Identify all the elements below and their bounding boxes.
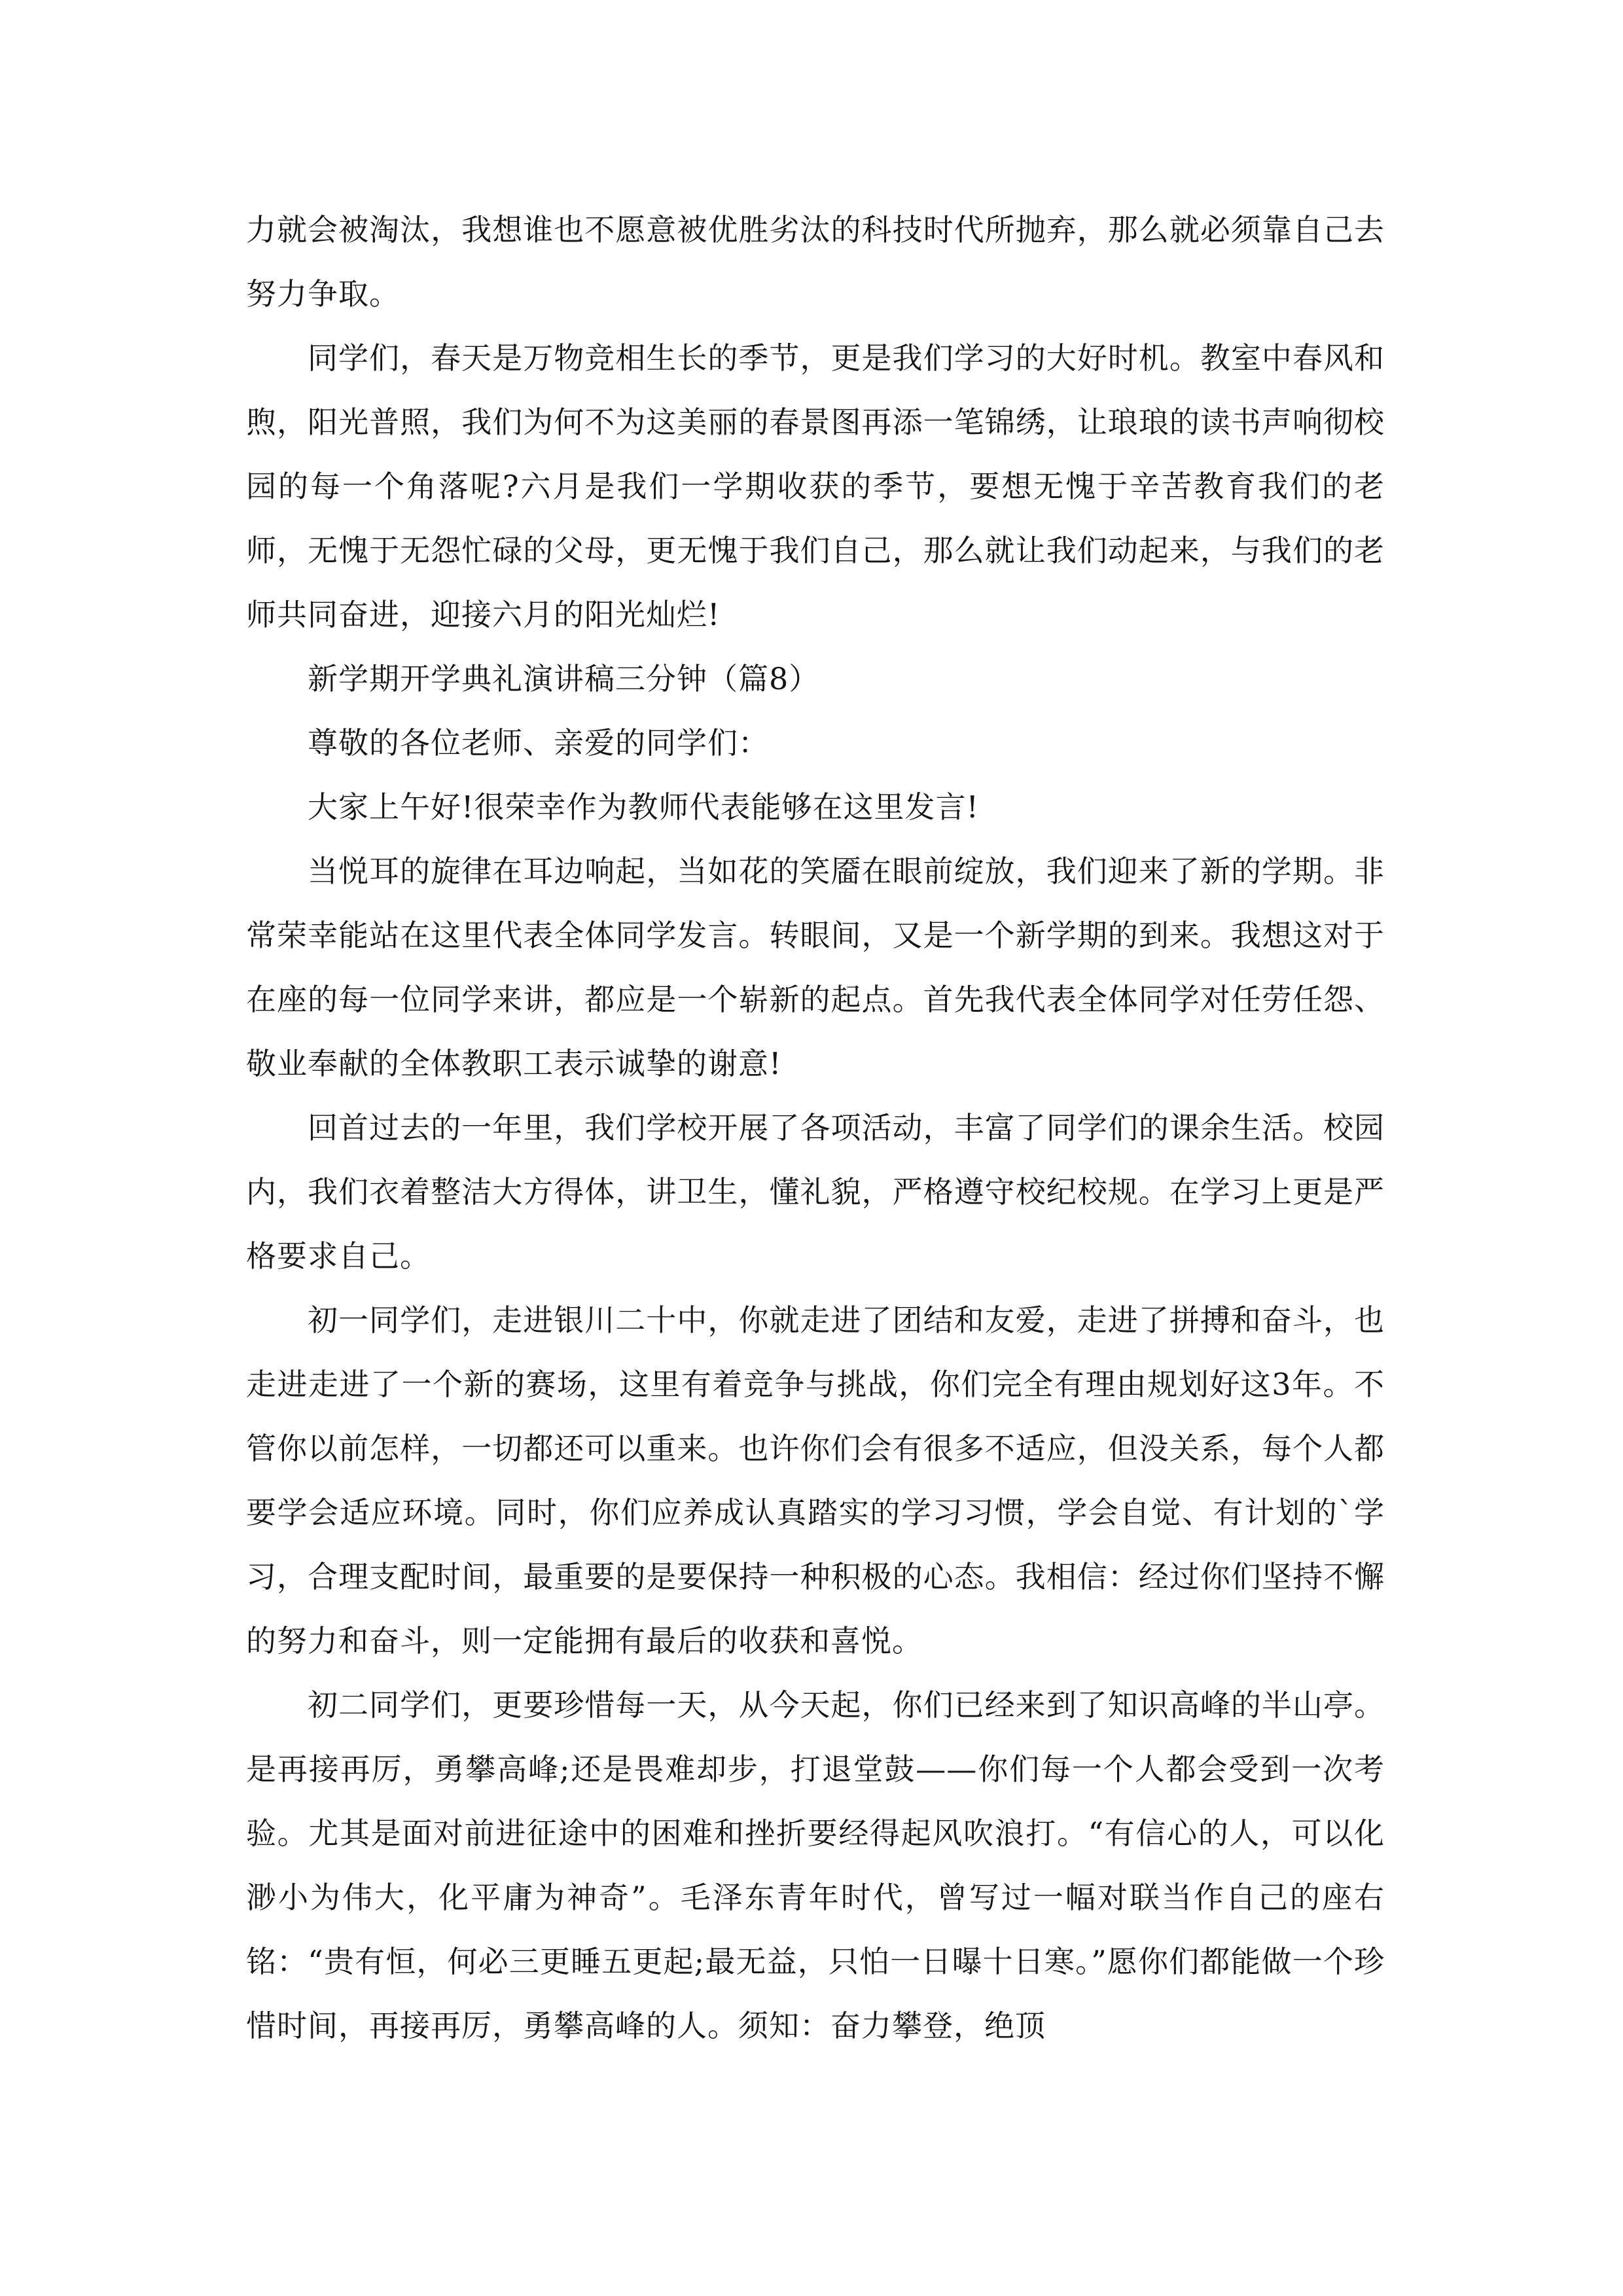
paragraph-1: 力就会被淘汰，我想谁也不愿意被优胜劣汰的科技时代所抛弃，那么就必须靠自己去努力争取。 (246, 212, 1385, 312)
paragraph-6: 当悦耳的旋律在耳边响起，当如花的笑靥在眼前绽放，我们迎来了新的学期。非常荣幸能站在这里代表全体同学发言。转眼间，又是一个新学期的到来。我想这对于在座的每一位同学来讲，都应是一个崭新的起点。首先我代表全体同学对任劳任怨、敬业奉献的全体教职工表示诚挚的谢意! (246, 853, 1385, 1081)
paragraph-8: 初一同学们，走进银川二十中，你就走进了团结和友爱，走进了拼搏和奋斗，也走进走进了一个新的赛场，这里有着竞争与挑战，你们完全有理由规划好这3年。不管你以前怎样，一切都还可以重来。也许你们会有很多不适应，但没关系，每个人都要学会适应环境。同时，你们应养成认真踏实的学习习惯，学会自觉、有计划的`学习，合理支配时间，最重要的是要保持一种积极的心态。我相信：经过你们坚持不懈的努力和奋斗，则一定能拥有最后的收获和喜悦。 (246, 1302, 1385, 1659)
salutation: 尊敬的各位老师、亲爱的同学们： (308, 725, 769, 761)
paragraph-7: 回首过去的一年里，我们学校开展了各项活动，丰富了同学们的课余生活。校园内，我们衣着整洁大方得体，讲卫生，懂礼貌，严格遵守校纪校规。在学习上更是严格要求自己。 (246, 1110, 1385, 1274)
paragraph-2: 同学们，春天是万物竞相生长的季节，更是我们学习的大好时机。教室中春风和煦，阳光普照，我们为何不为这美丽的春景图再添一笔锦绣，让琅琅的读书声响彻校园的每一个角落呢?六月是我们一学期收获的季节，要想无愧于辛苦教育我们的老师，无愧于无怨忙碌的父母，更无愧于我们自己，那么就让我们动起来，与我们的老师共同奋进，迎接六月的阳光灿烂! (246, 340, 1385, 632)
document-body (246, 198, 1385, 2058)
paragraph-9: 初二同学们，更要珍惜每一天，从今天起，你们已经来到了知识高峰的半山亭。是再接再厉，勇攀高峰;还是畏难却步，打退堂鼓——你们每一个人都会受到一次考验。尤其是面对前进征途中的困难和挫折要经得起风吹浪打。“有信心的人，可以化渺小为伟大，化平庸为神奇”。毛泽东青年时代，曾写过一幅对联当作自己的座右铭：“贵有恒，何必三更睡五更起;最无益，只怕一日曝十日寒。”愿你们都能做一个珍惜时间，再接再厉，勇攀高峰的人。须知：奋力攀登，绝顶 (246, 1687, 1385, 2043)
section-heading: 新学期开学典礼演讲稿三分钟（篇8） (308, 661, 820, 696)
greeting: 大家上午好!很荣幸作为教师代表能够在这里发言! (308, 789, 979, 825)
